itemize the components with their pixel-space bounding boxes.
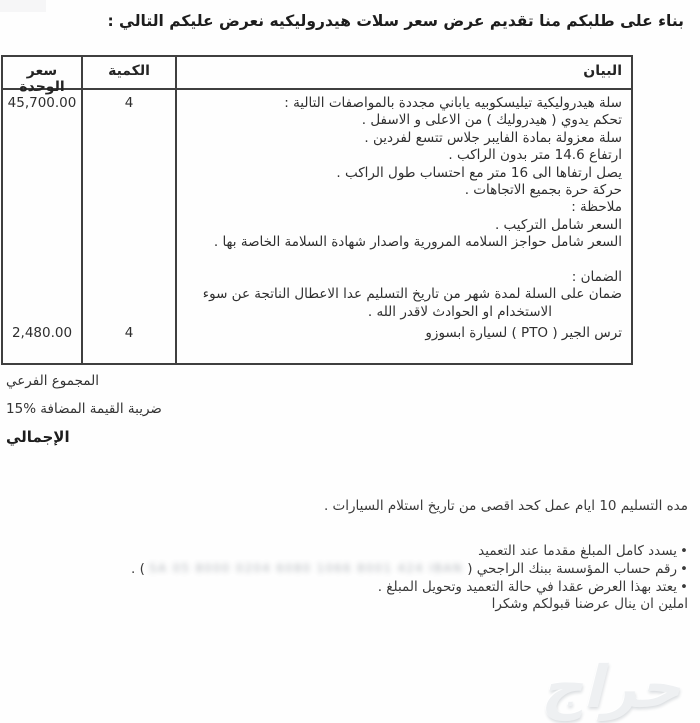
description-line: ارتفاع 14.6 متر بدون الراكب .	[448, 147, 622, 164]
intro-line: بناء على طلبكم منا تقديم عرض سعر سلات هيدروليكيه نعرض عليكم التالي :	[107, 12, 684, 30]
description-line: يصل ارتفاها الى 16 متر مع احتساب طول الراكب .	[336, 164, 622, 181]
basket-description	[177, 90, 631, 322]
payment-term-text: يسدد كامل المبلغ مقدما عند التعميد	[478, 542, 678, 559]
blank-line	[181, 252, 622, 269]
subtotal-label: المجموع الفرعي	[6, 373, 99, 389]
pto-unit-price: 2,480.00	[3, 322, 83, 363]
terms-block	[131, 498, 688, 614]
summary-block	[6, 372, 326, 456]
contract-term	[131, 579, 688, 597]
closing-line: املين ان ينال عرضنا قبولكم وشكرا	[491, 596, 688, 613]
vat-label: ضريبة القيمة المضافة %15	[6, 401, 162, 417]
col-header-unit-price: سعر الوحدة	[3, 57, 83, 88]
basket-quantity: 4	[83, 90, 177, 322]
description-line: ضمان على السلة لمدة شهر من تاريخ التسليم عدا الاعطال الناتجة عن سوء	[202, 286, 622, 303]
pto-quantity: 4	[83, 322, 177, 363]
description-line: سلة معزولة بمادة الفايبر جلاس تتسع لفردين .	[364, 129, 622, 146]
bank-account-term	[131, 560, 688, 578]
col-header-quantity: الكمية	[83, 57, 177, 88]
description-line: الضمان :	[571, 269, 622, 286]
total-label: الإجمالي	[6, 428, 70, 446]
table-header-row	[3, 57, 631, 95]
blank-line	[131, 516, 688, 543]
description-line: سلة هيدروليكية تيليسكوبيه ياباني مجددة بالمواصفات التالية :	[284, 95, 622, 111]
table-row-basket	[3, 90, 631, 322]
bank-account-prefix: رقم حساب المؤسسة ببنك الراجحي (	[462, 560, 678, 577]
bullet-icon: •	[680, 542, 688, 559]
haraj-watermark: حراج	[537, 653, 695, 721]
table-row-pto-gear	[3, 322, 631, 363]
description-line: ترس الجير ( PTO ) لسيارة ابسوزو	[425, 325, 622, 341]
col-header-description: البيان	[583, 63, 622, 79]
basket-unit-price: 45,700.00	[3, 90, 83, 322]
description-line: تحكم يدوي ( هيدروليك ) من الاعلى و الاسفل .	[361, 112, 622, 129]
description-line: ملاحظة :	[571, 199, 622, 216]
bank-account-suffix: ) .	[131, 560, 150, 577]
bullet-icon: •	[680, 578, 688, 595]
scan-artifact	[0, 0, 46, 12]
pto-description	[177, 322, 631, 363]
bullet-icon: •	[680, 560, 688, 577]
delivery-terms: مده التسليم 10 ايام عمل كحد اقصى من تاريخ استلام السيارات .	[323, 498, 688, 514]
contract-term-text: يعتد بهذا العرض عقدا في حالة التعميد وتحويل المبلغ .	[377, 578, 678, 595]
payment-term	[131, 543, 688, 561]
description-line: الاستخدام او الحوادث لاقدر الله .	[367, 303, 552, 320]
description-line: حركة حرة بجميع الاتجاهات .	[464, 182, 622, 199]
quotation-table	[1, 55, 633, 365]
description-line: السعر شامل التركيب .	[494, 216, 622, 233]
redacted-account-number: SA 05 8000 0204 6080 1066 8001 424 IBAN	[149, 561, 463, 576]
description-line: السعر شامل حواجز السلامه المرورية واصدار شهادة السلامة الخاصة بها .	[213, 234, 622, 251]
